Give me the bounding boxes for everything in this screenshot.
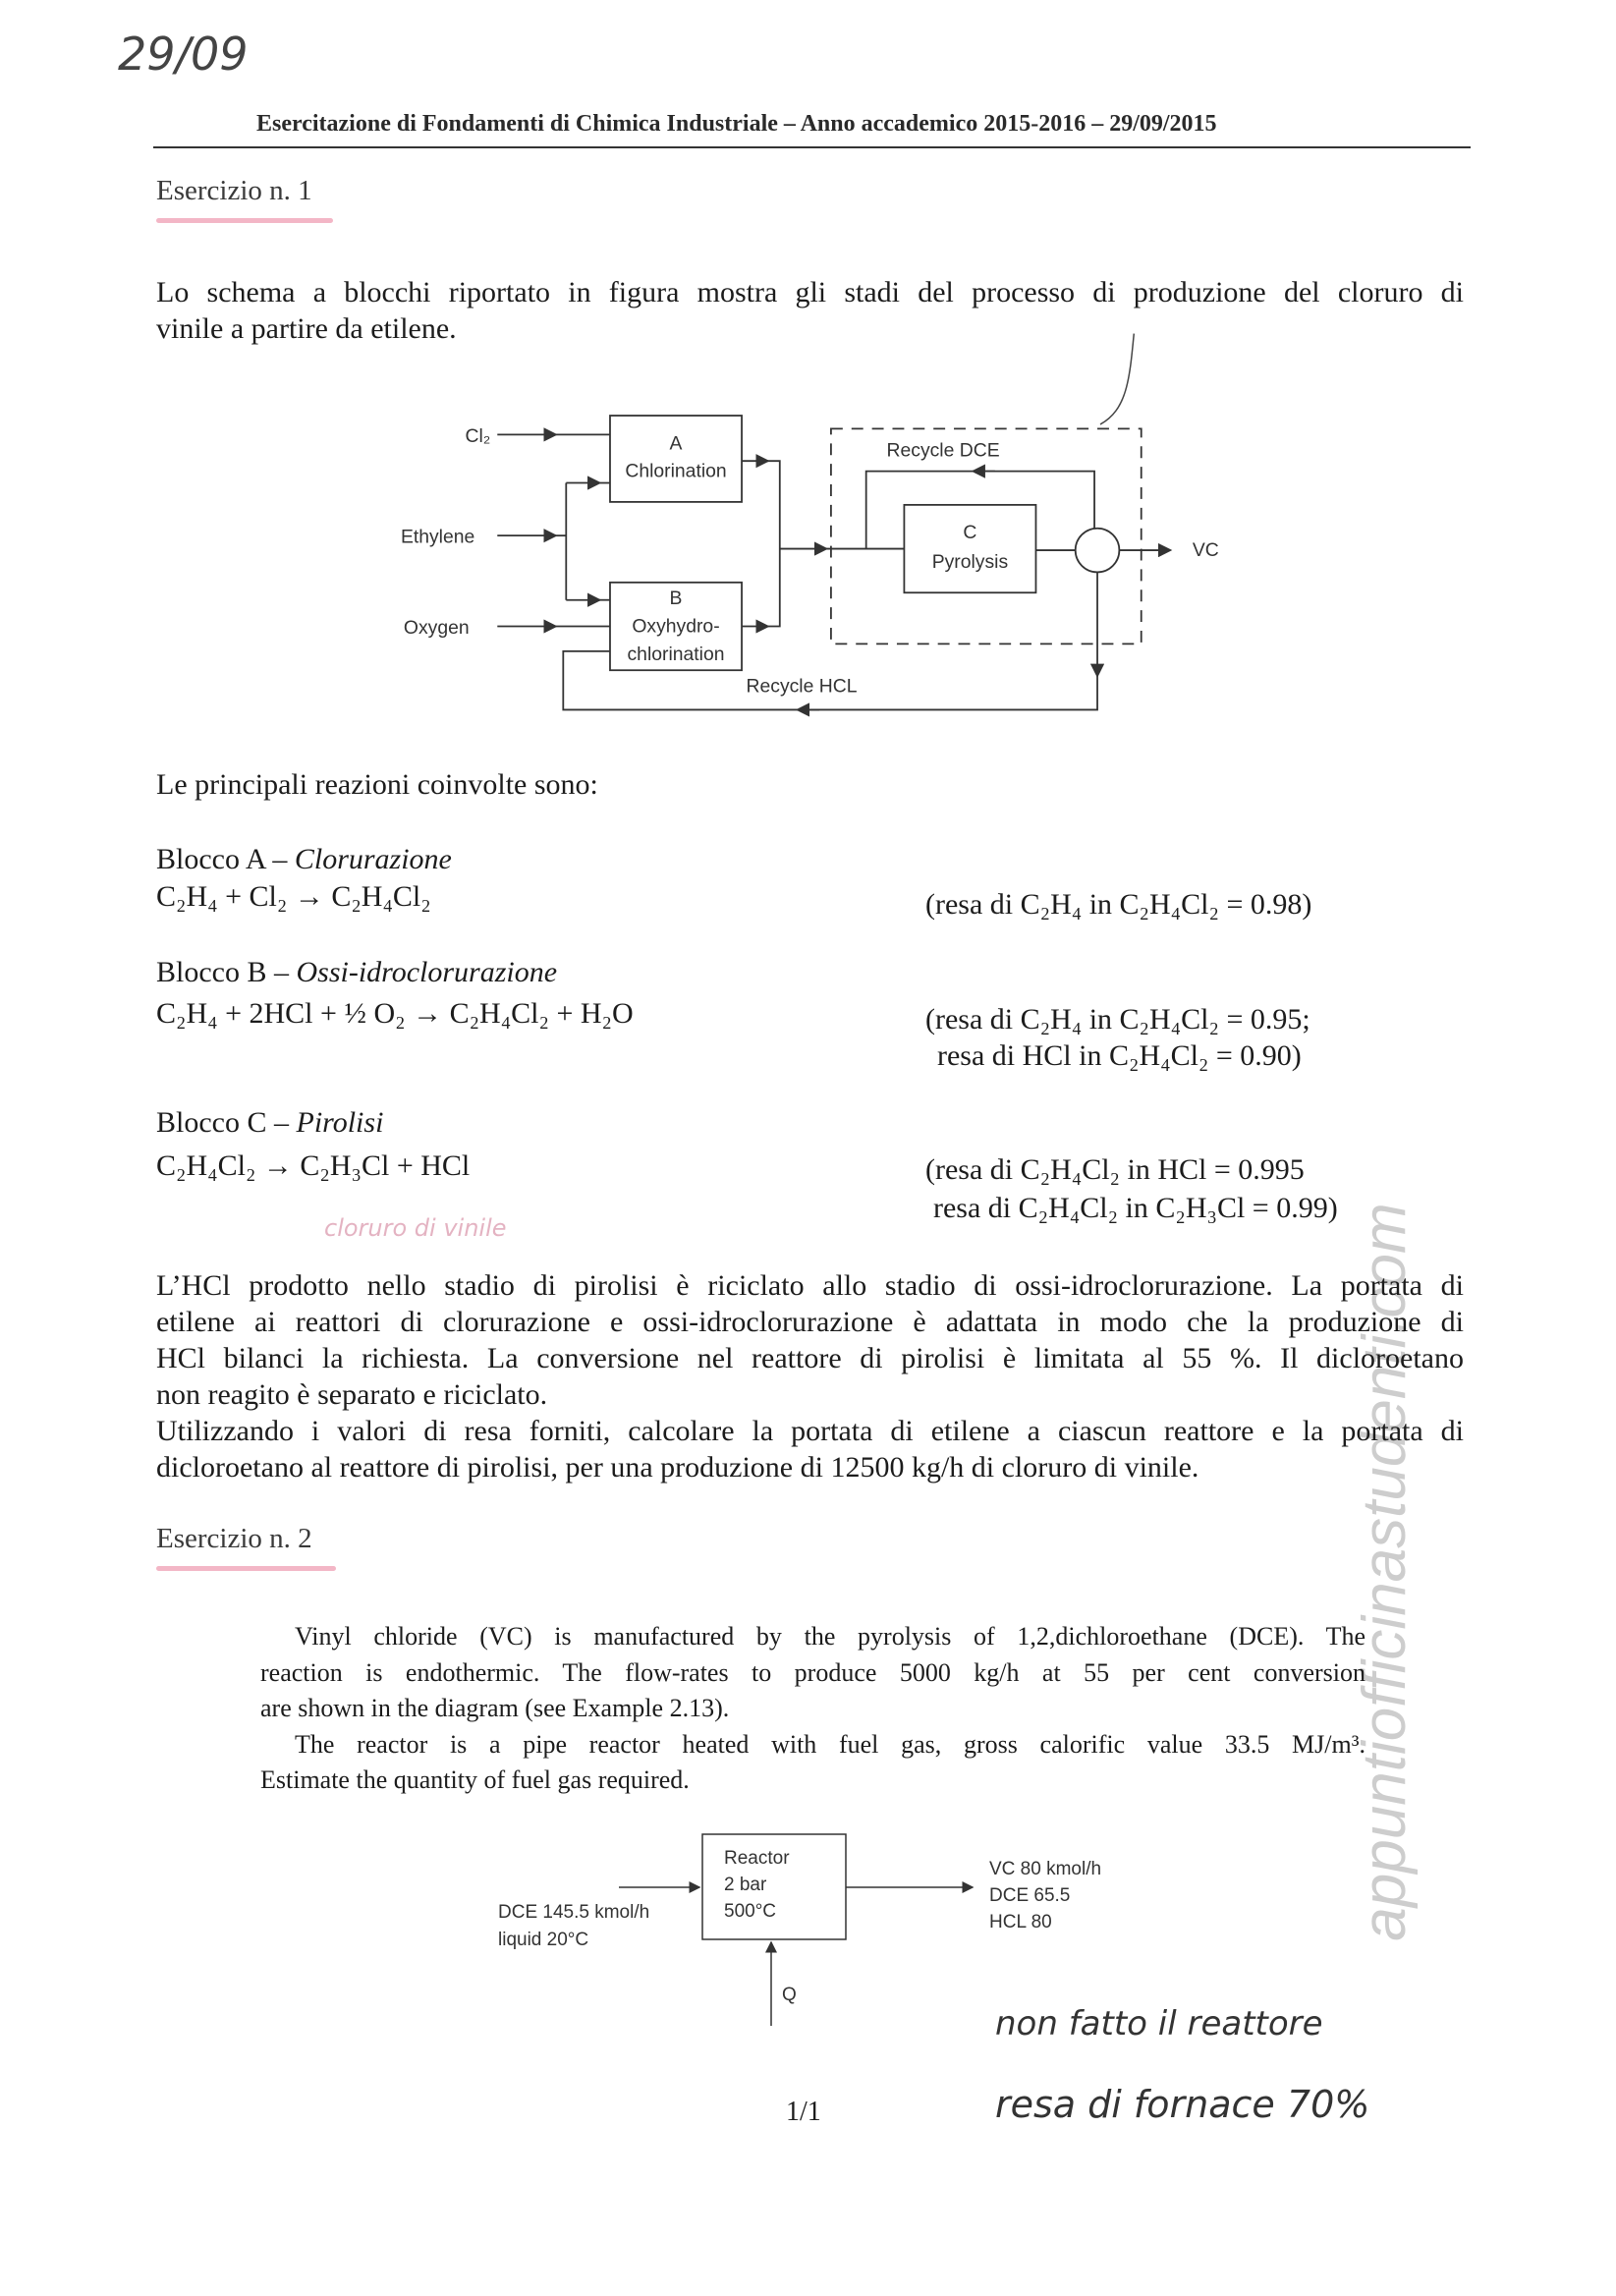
- exercise-2-title: Esercizio n. 2: [156, 1523, 312, 1554]
- block-b-name: Oxyhydro-: [632, 615, 720, 638]
- header-divider: [153, 146, 1471, 148]
- reactor-label: Reactor: [724, 1848, 790, 1869]
- heat-label: Q: [782, 1985, 797, 2005]
- label-ethylene: Ethylene: [400, 526, 475, 548]
- text-line: The reactor is a pipe reactor heated with fuel gas, gross calorific value 33.5 MJ/m³.: [295, 1729, 1365, 1759]
- product-dce: DCE 65.5: [989, 1885, 1071, 1906]
- block-label: Blocco A –: [156, 843, 295, 875]
- reaction-equation: C₂H₄Cl₂ → C₂H₃Cl + HCl: [156, 1149, 471, 1182]
- page-number: 1/1: [786, 2097, 821, 2127]
- text-line: HCl bilanci la richiesta. La conversione nel reattore di pirolisi è limitata al 55 %. Il dicloroetano: [156, 1342, 1464, 1374]
- reaction-equation: C₂H₄ + Cl₂ → C₂H₄Cl₂: [156, 880, 431, 913]
- block-a-name: Chlorination: [625, 460, 727, 482]
- highlight-underline: [156, 1566, 336, 1571]
- text-line: Estimate the quantity of fuel gas required.: [260, 1765, 690, 1794]
- reactor-diagram: [481, 1818, 1102, 2039]
- text-line: non reagito è separato e riciclato.: [156, 1378, 548, 1411]
- text-line: Lo schema a blocchi riportato in figura mostra gli stadi del processo di produzione del cloruro di: [156, 276, 1464, 308]
- block-c-name: Pyrolysis: [931, 550, 1009, 573]
- reaction-yield: resa di C₂H₄Cl₂ in C₂H₃Cl = 0.99): [933, 1192, 1338, 1224]
- block-name: Clorurazione: [294, 843, 452, 875]
- product-hcl: HCL 80: [989, 1912, 1052, 1932]
- feed-condition: liquid 20°C: [498, 1930, 589, 1950]
- text-line: Vinyl chloride (VC) is manufactured by the pyrolysis of 1,2,dichloroethane (DCE). The: [295, 1622, 1365, 1651]
- reaction-yield: resa di HCl in C₂H₄Cl₂ = 0.90): [937, 1039, 1302, 1072]
- reactor-temperature: 500°C: [724, 1901, 777, 1922]
- reaction-yield: (resa di C₂H₄ in C₂H₄Cl₂ = 0.95;: [925, 1003, 1310, 1036]
- reactions-intro: Le principali reazioni coinvolte sono:: [156, 768, 598, 801]
- text-line: etilene ai reattori di clorurazione e ossi-idroclorurazione è adattata in modo che la produzione di: [156, 1306, 1464, 1338]
- reaction-yield: (resa di C₂H₄Cl₂ in HCl = 0.995: [925, 1153, 1305, 1186]
- handwritten-date: 29/09: [118, 28, 249, 81]
- block-name: Pirolisi: [296, 1106, 384, 1139]
- exercise-1-title: Esercizio n. 1: [156, 175, 312, 206]
- block-b-letter: B: [669, 588, 683, 610]
- label-recycle-dce: Recycle DCE: [886, 439, 1000, 462]
- highlight-underline: [156, 218, 333, 223]
- block-b-name: chlorination: [627, 643, 725, 665]
- text-line: Utilizzando i valori di resa forniti, calcolare la portata di etilene a ciascun reattore e la portata di: [156, 1415, 1464, 1447]
- handwritten-note: non fatto il reattore: [995, 2004, 1323, 2044]
- product-vc: VC 80 kmol/h: [989, 1859, 1102, 1879]
- text-line: vinile a partire da etilene.: [156, 312, 457, 345]
- page-header: Esercitazione di Fondamenti di Chimica Industriale – Anno accademico 2015-2016 – 29/09/2015: [256, 111, 1217, 137]
- label-cl2: Cl₂: [465, 424, 491, 447]
- reaction-yield: (resa di C₂H₄ in C₂H₄Cl₂ = 0.98): [925, 888, 1312, 921]
- reactor-pressure: 2 bar: [724, 1875, 767, 1895]
- reaction-equation: C₂H₄ + 2HCl + ½ O₂ → C₂H₄Cl₂ + H₂O: [156, 997, 634, 1030]
- block-label: Blocco B –: [156, 956, 297, 988]
- process-block-diagram: [395, 329, 1244, 717]
- block-a-letter: A: [669, 432, 683, 455]
- text-line: L’HCl prodotto nello stadio di pirolisi è riciclato allo stadio di ossi-idroclorurazione. La portata di: [156, 1269, 1464, 1302]
- handwritten-note: cloruro di vinile: [324, 1214, 507, 1242]
- text-line: reaction is endothermic. The flow-rates to produce 5000 kg/h at 55 per cent conversion: [260, 1657, 1365, 1687]
- block-name: Ossi-idroclorurazione: [296, 956, 558, 988]
- block-label: Blocco C –: [156, 1106, 297, 1139]
- watermark: appuntiofficinastudenti.com: [1351, 1203, 1419, 1941]
- label-recycle-hcl: Recycle HCL: [746, 675, 858, 698]
- exercise-2-text: [260, 1619, 1365, 1799]
- block-c-letter: C: [963, 522, 977, 544]
- exercise-1-body: [156, 1267, 1464, 1485]
- label-vc: VC: [1192, 539, 1219, 562]
- label-oxygen: Oxygen: [403, 616, 470, 639]
- text-line: dicloroetano al reattore di pirolisi, per una produzione di 12500 kg/h di cloruro di vinile.: [156, 1451, 1199, 1484]
- feed-label: DCE 145.5 kmol/h: [498, 1902, 650, 1923]
- text-line: are shown in the diagram (see Example 2.13).: [260, 1694, 730, 1722]
- handwritten-note: resa di fornace 70%: [995, 2083, 1370, 2126]
